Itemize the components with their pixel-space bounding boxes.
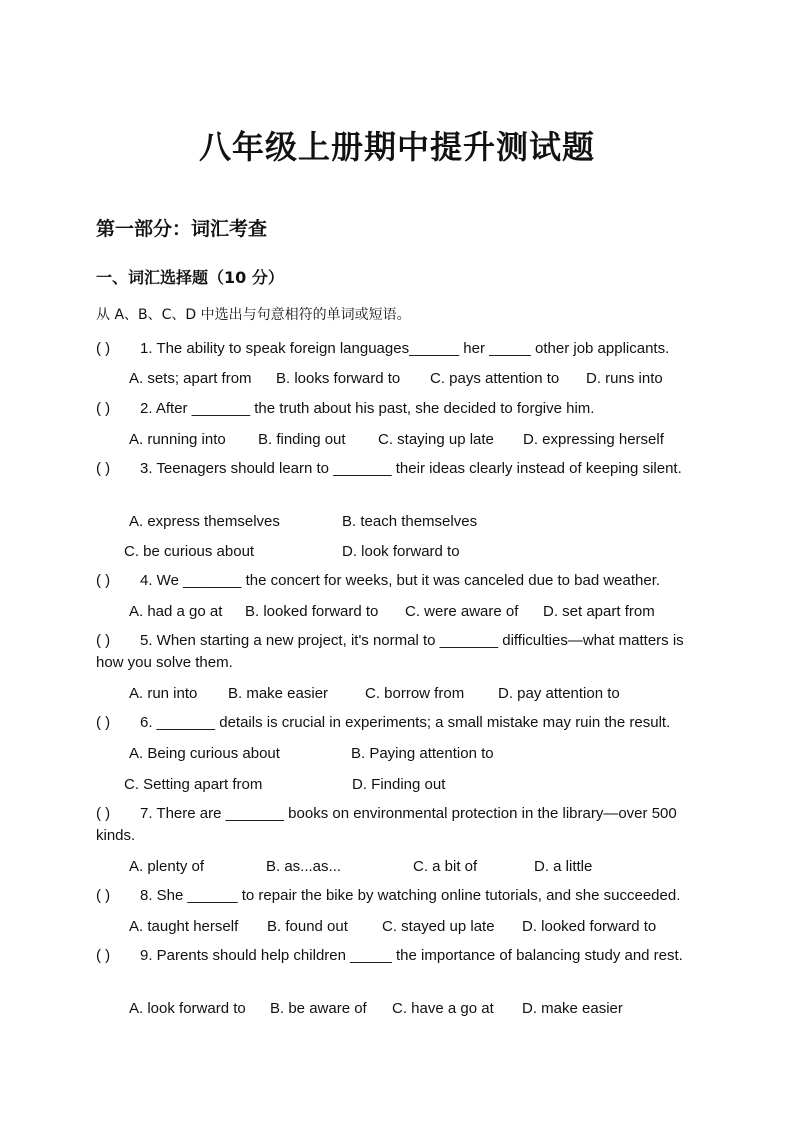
option-c: C. stayed up late xyxy=(382,918,495,935)
question-stem: 7. There are _______ books on environmental protection in the library—over 500 kinds. xyxy=(96,805,677,844)
option-b: B. found out xyxy=(267,918,348,935)
option-c: C. a bit of xyxy=(413,858,478,875)
question-stem: 3. Teenagers should learn to _______ their ideas clearly instead of keeping silent. xyxy=(140,460,682,477)
option-b: B. teach themselves xyxy=(342,513,478,530)
answer-bracket[interactable]: ( ) xyxy=(96,572,111,589)
question-stem: 2. After _______ the truth about his past, she decided to forgive him. xyxy=(140,400,595,417)
question-5 xyxy=(96,630,700,674)
option-c: C. were aware of xyxy=(405,603,519,620)
option-a: A. plenty of xyxy=(129,858,205,875)
option-c: C. borrow from xyxy=(365,685,465,702)
option-d: D. runs into xyxy=(586,370,663,387)
answer-bracket[interactable]: ( ) xyxy=(96,460,111,477)
option-b: B. finding out xyxy=(258,431,346,448)
question-6 xyxy=(96,712,700,734)
question-stem: 9. Parents should help children _____ the importance of balancing study and rest. xyxy=(140,947,683,964)
option-c: C. have a go at xyxy=(392,1000,494,1017)
question-8 xyxy=(96,885,700,907)
option-a: A. look forward to xyxy=(129,1000,246,1017)
option-d: D. look forward to xyxy=(342,543,460,560)
question-7 xyxy=(96,803,700,847)
answer-bracket[interactable]: ( ) xyxy=(96,400,111,417)
part-heading: 第一部分：词汇考查 xyxy=(96,218,268,240)
option-a: A. sets; apart from xyxy=(129,370,252,387)
option-c: C. be curious about xyxy=(124,543,255,560)
option-d: D. expressing herself xyxy=(523,431,664,448)
question-1 xyxy=(96,338,700,360)
answer-bracket[interactable]: ( ) xyxy=(96,805,111,822)
option-a: A. had a go at xyxy=(129,603,223,620)
option-d: D. make easier xyxy=(522,1000,623,1017)
section-heading: 一、词汇选择题（10 分） xyxy=(96,268,284,287)
question-stem: 8. She ______ to repair the bike by watching online tutorials, and she succeeded. xyxy=(140,887,681,904)
question-stem: 1. The ability to speak foreign languages______ her _____ other job applicants. xyxy=(140,340,670,357)
option-a: A. running into xyxy=(129,431,226,448)
option-a: A. express themselves xyxy=(129,513,280,530)
instruction-text: 从 A、B、C、D 中选出与句意相符的单词或短语。 xyxy=(96,307,411,323)
question-2 xyxy=(96,398,700,420)
answer-bracket[interactable]: ( ) xyxy=(96,887,111,904)
question-stem: 4. We _______ the concert for weeks, but it was canceled due to bad weather. xyxy=(140,572,661,589)
question-stem: 6. _______ details is crucial in experiments; a small mistake may ruin the result. xyxy=(140,714,671,731)
question-3 xyxy=(96,458,700,480)
option-b: B. looked forward to xyxy=(245,603,379,620)
option-d: D. looked forward to xyxy=(522,918,657,935)
option-b: B. make easier xyxy=(228,685,329,702)
option-c: C. Setting apart from xyxy=(124,776,263,793)
answer-bracket[interactable]: ( ) xyxy=(96,947,111,964)
question-stem: 5. When starting a new project, it's normal to _______ difficulties—what matters is how you solve them. xyxy=(96,632,684,671)
option-d: D. a little xyxy=(534,858,593,875)
option-d: D. pay attention to xyxy=(498,685,620,702)
question-9 xyxy=(96,945,700,967)
answer-bracket[interactable]: ( ) xyxy=(96,632,111,649)
option-d: D. set apart from xyxy=(543,603,655,620)
option-b: B. be aware of xyxy=(270,1000,367,1017)
option-c: C. pays attention to xyxy=(430,370,560,387)
option-b: B. as...as... xyxy=(266,858,342,875)
option-b: B. looks forward to xyxy=(276,370,401,387)
page-title: 八年级上册期中提升测试题 xyxy=(198,128,595,166)
option-a: A. run into xyxy=(129,685,198,702)
option-d: D. Finding out xyxy=(352,776,446,793)
option-c: C. staying up late xyxy=(378,431,494,448)
option-a: A. taught herself xyxy=(129,918,239,935)
option-a: A. Being curious about xyxy=(129,745,280,762)
answer-bracket[interactable]: ( ) xyxy=(96,714,111,731)
option-b: B. Paying attention to xyxy=(351,745,494,762)
answer-bracket[interactable]: ( ) xyxy=(96,340,111,357)
question-4 xyxy=(96,570,700,592)
